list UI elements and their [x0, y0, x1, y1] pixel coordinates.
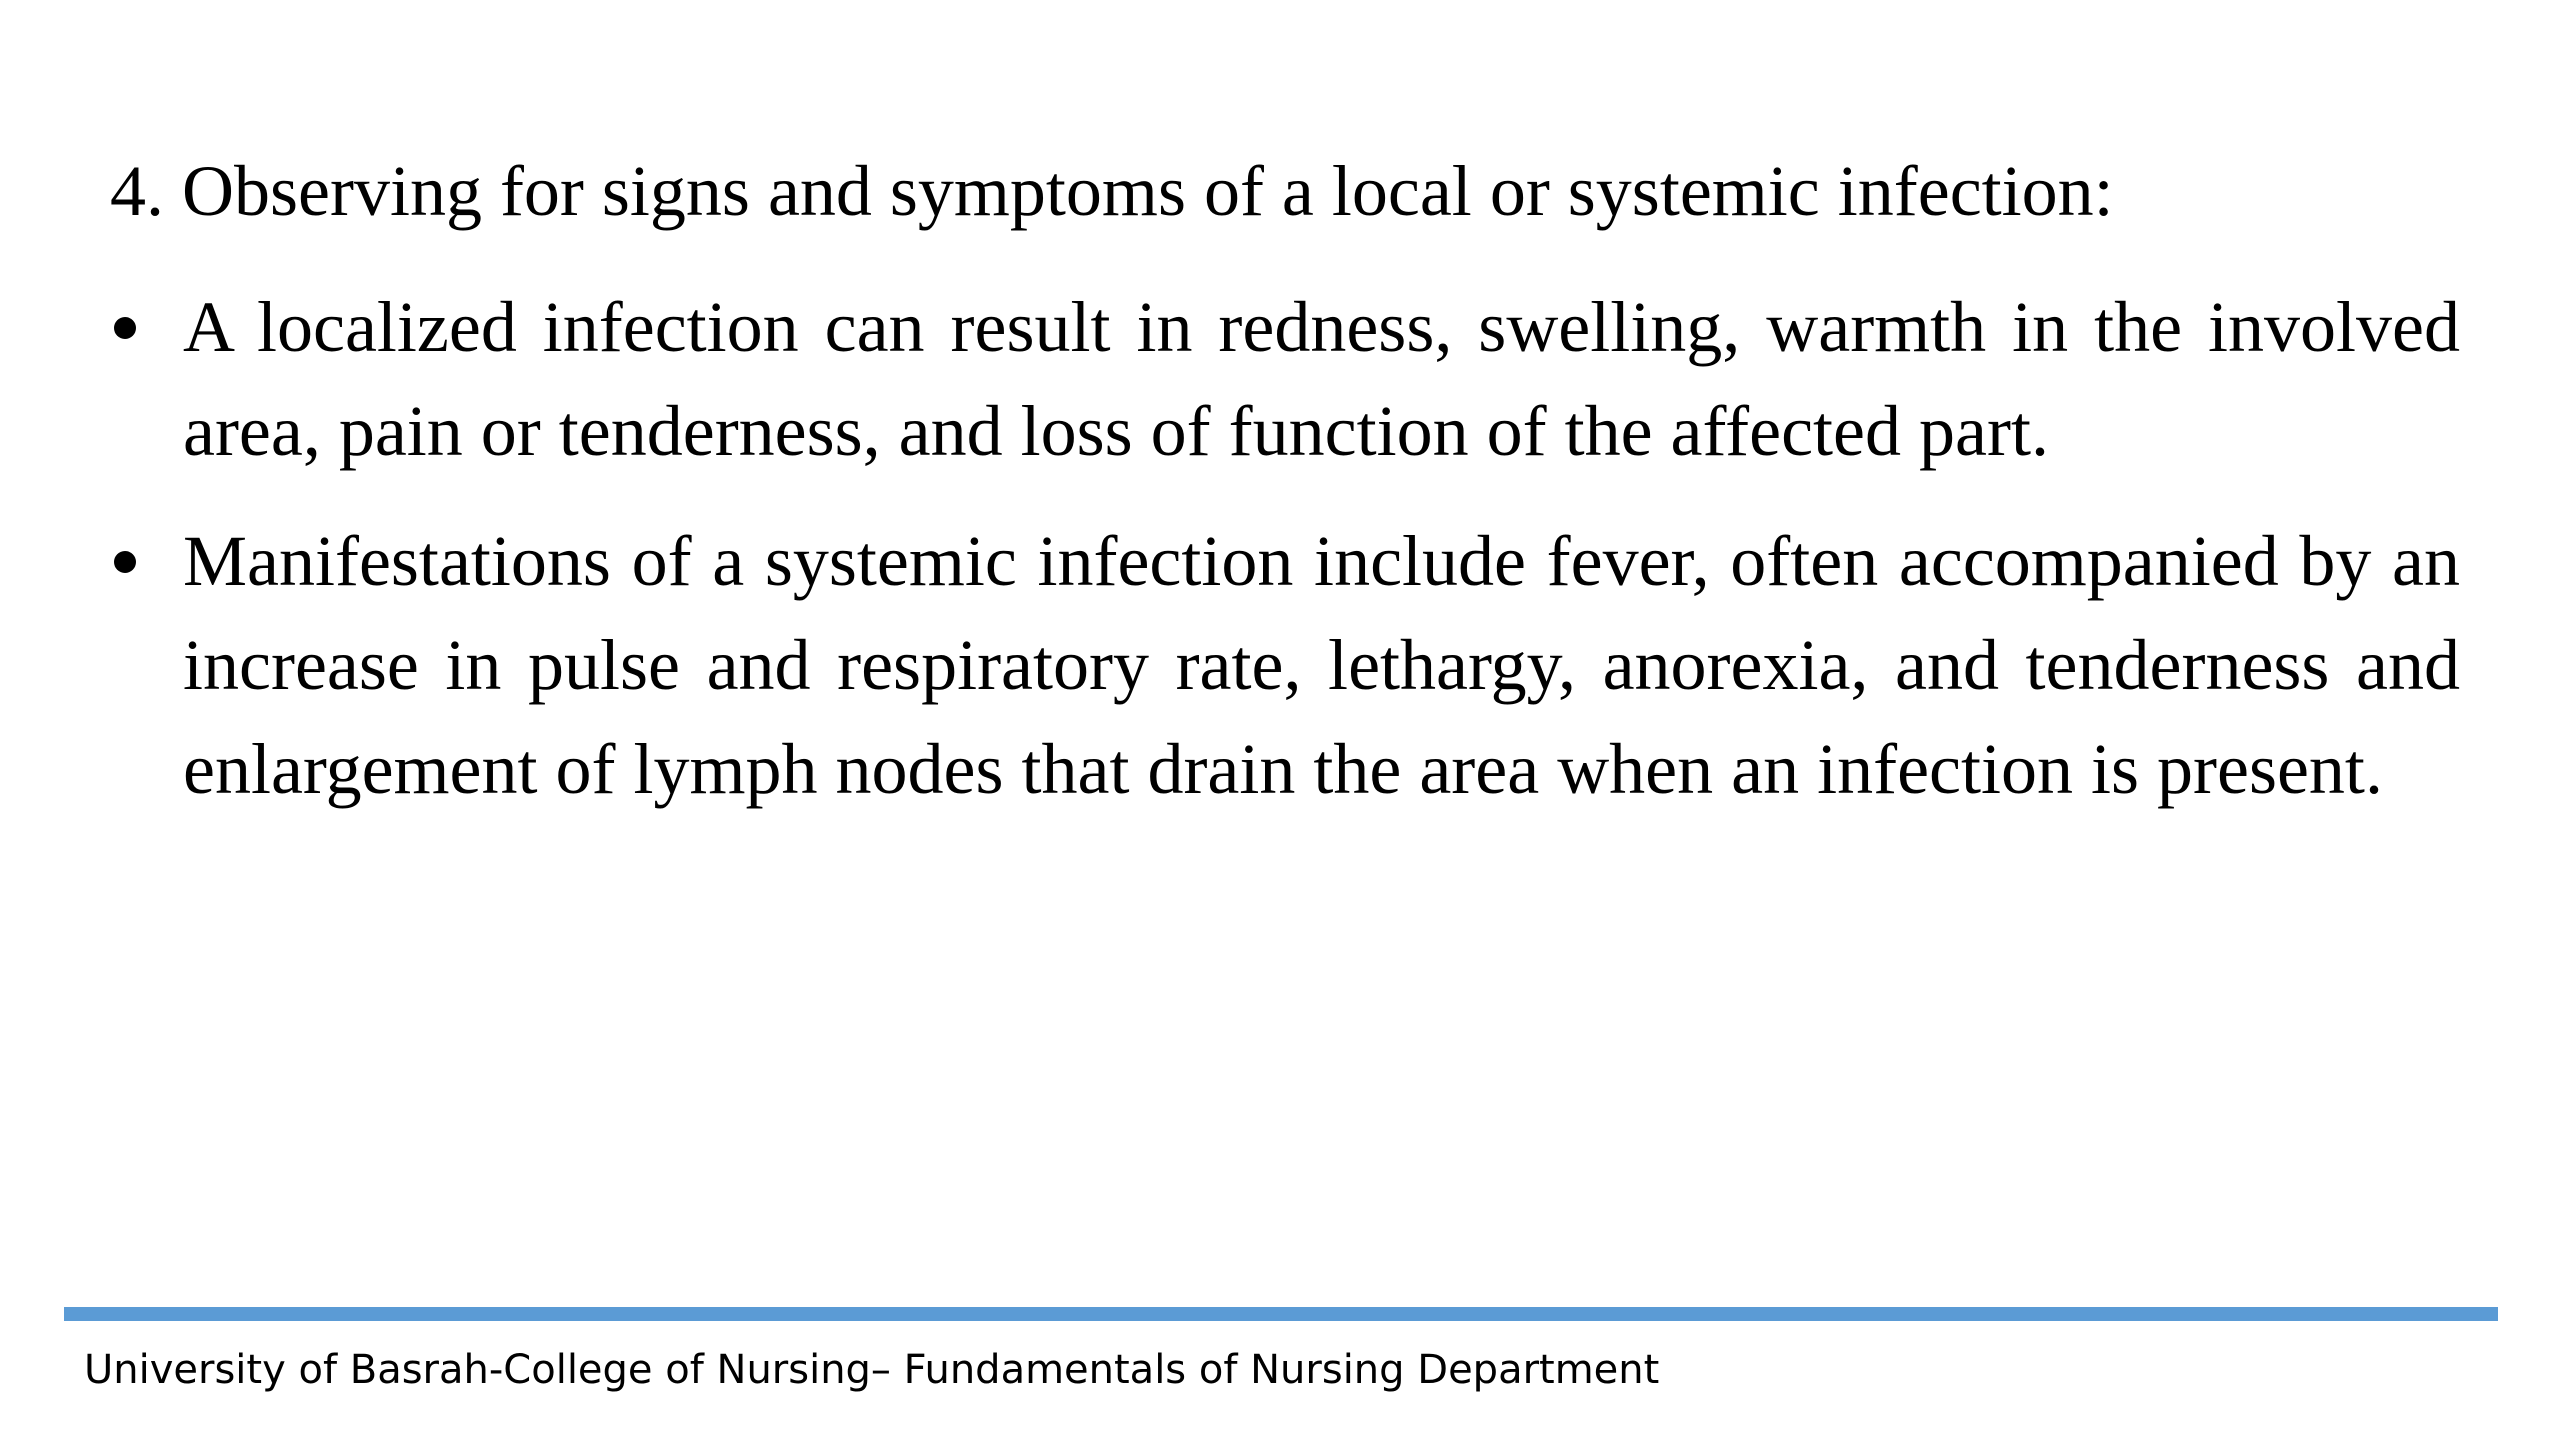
bullet-text: Manifestations of a systemic infection include fever, often accompanied by an increase in pulse and respiratory rate, lethargy, anorexia, and tenderness and enlargement of lymph nodes that drain the area when an infection is present.: [183, 521, 2460, 809]
bullet-item-local-infection: [110, 275, 2460, 483]
slide-content: [110, 145, 2460, 847]
bullet-icon: [114, 317, 136, 339]
bullet-list: [110, 275, 2460, 821]
footer-divider: [64, 1307, 2498, 1321]
footer-text: University of Basrah-College of Nursing– Fundamentals of Nursing Department: [84, 1347, 1660, 1393]
bullet-item-systemic-infection: [110, 509, 2460, 821]
slide-heading: 4. Observing for signs and symptoms of a local or systemic infection:: [110, 151, 2114, 231]
bullet-icon: [114, 551, 136, 573]
bullet-text: A localized infection can result in redness, swelling, warmth in the involved area, pain or tenderness, and loss of function of the affected part.: [183, 287, 2460, 471]
